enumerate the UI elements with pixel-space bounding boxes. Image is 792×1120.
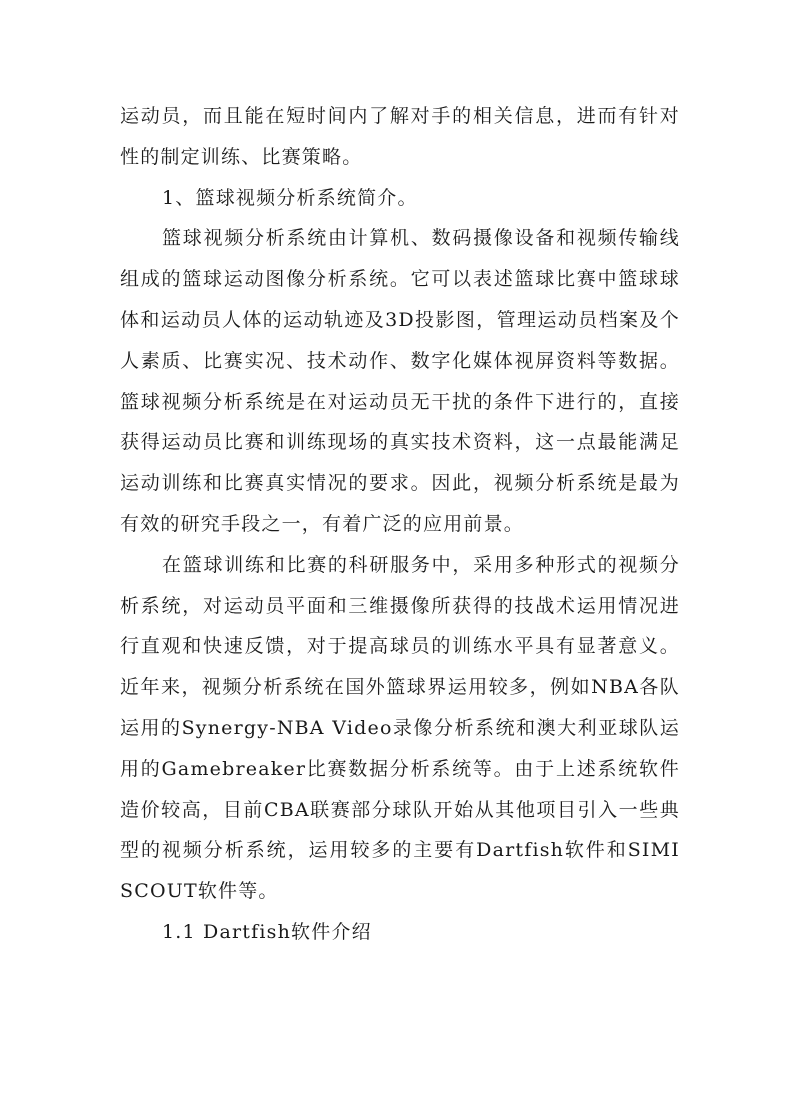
document-body	[120, 96, 680, 953]
subsection-heading: 1.1 Dartfish软件介绍	[162, 920, 372, 943]
paragraph-applications: 在篮球训练和比赛的科研服务中，采用多种形式的视频分析系统，对运动员平面和三维摄像所获得的技战术运用情况进行直观和快速反馈，对于提高球员的训练水平具有显著意义。近年来，视频分析系统在国外篮球界运用较多，例如NBA各队运用的Synergy-NBA Video录像分析系统和澳大利亚球队运用的Gamebreaker比赛数据分析系统等。由于上述系统软件造价较高，目前CBA联赛部分球队开始从其他项目引入一些典型的视频分析系统，运用较多的主要有Dartfish软件和SIMI SCOUT软件等。	[120, 553, 680, 903]
section-heading: 1、篮球视频分析系统简介。	[162, 186, 418, 209]
paragraph-system-description: 篮球视频分析系统由计算机、数码摄像设备和视频传输线组成的篮球运动图像分析系统。它可以表述篮球比赛中篮球球体和运动员人体的运动轨迹及3D投影图，管理运动员档案及个人素质、比赛实况、技术动作、数字化媒体视屏资料等数据。篮球视频分析系统是在对运动员无干扰的条件下进行的，直接获得运动员比赛和训练现场的真实技术资料，这一点最能满足运动训练和比赛真实情况的要求。因此，视频分析系统是最为有效的研究手段之一，有着广泛的应用前景。	[120, 227, 680, 535]
paragraph-continuation: 运动员，而且能在短时间内了解对手的相关信息，进而有针对性的制定训练、比赛策略。	[120, 105, 680, 168]
